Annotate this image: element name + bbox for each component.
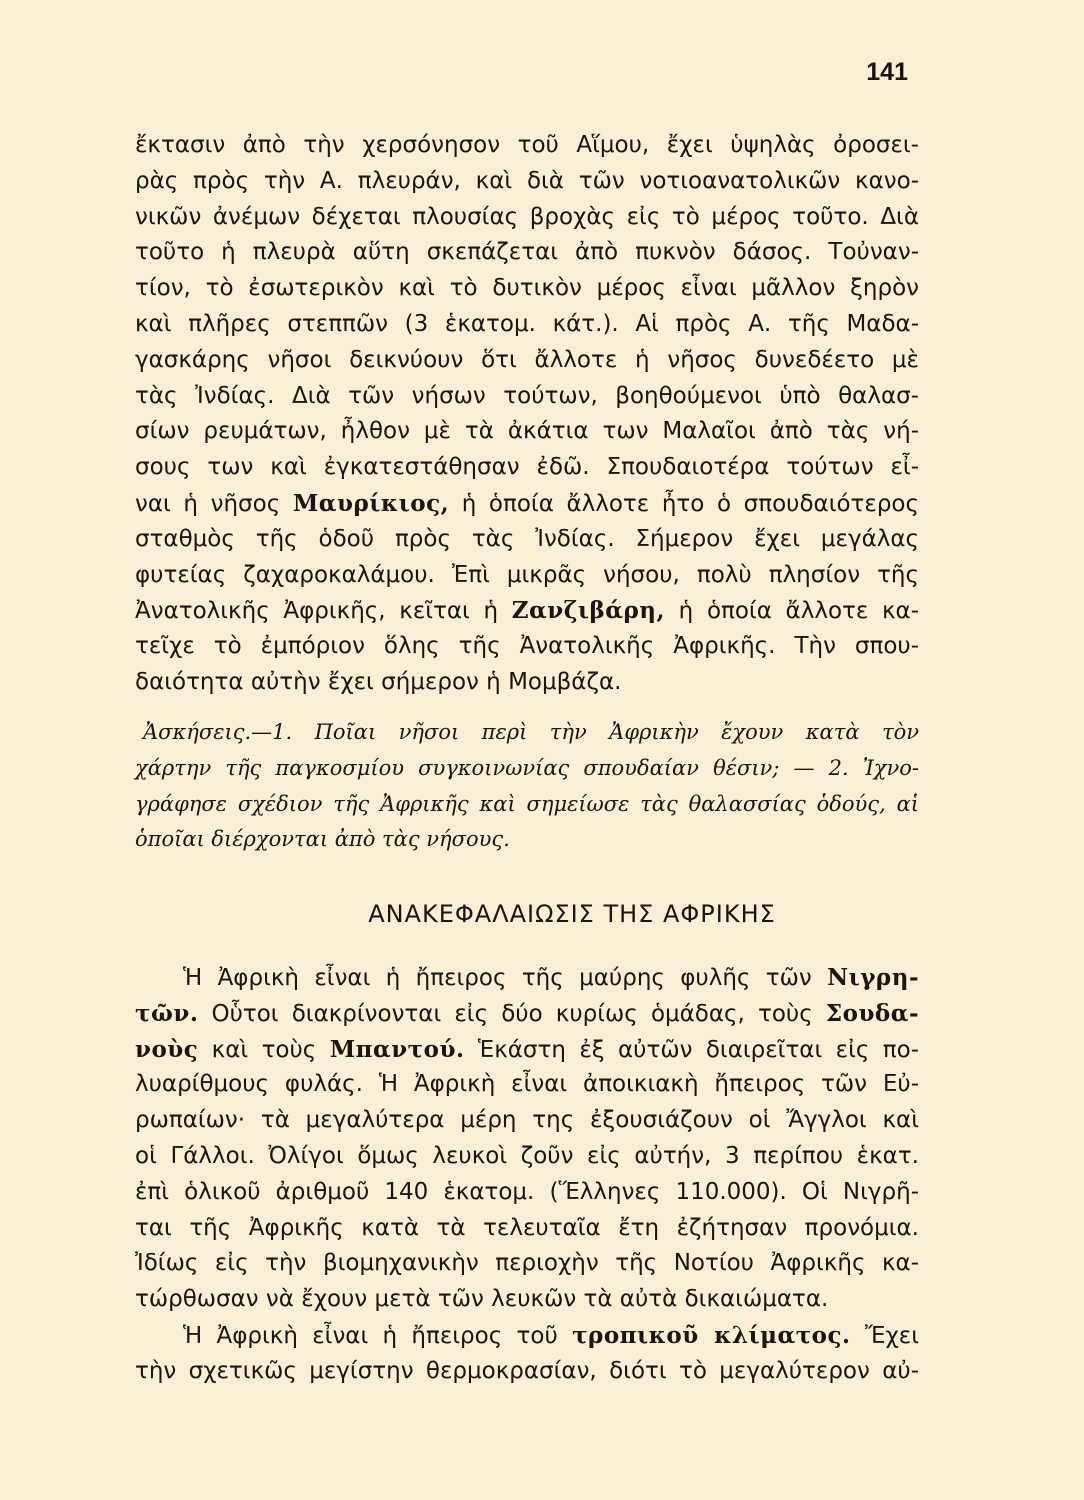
text-line: ρωπαίων· τὰ μεγαλύτερα μέρη της ἐξουσιάζουν οἱ Ἄγγλοι καὶ (135, 1107, 919, 1134)
text-line: τίον, τὸ ἐσωτερικὸν καὶ τὸ δυτικὸν μέρος εἶναι μᾶλλον ξηρὸν (135, 275, 919, 302)
exercises-block (135, 715, 919, 858)
text-line: τῶν. Οὗτοι διακρίνονται εἰς δύο κυρίως ὁμάδας, τοὺς Σουδα- (135, 999, 919, 1027)
bold-term-sudanese: Σουδα- (825, 999, 919, 1027)
exercise-line: γράφησε σχέδιον τῆς Ἀφρικῆς καὶ σημείωσε τὰς θαλασσίας ὁδούς, αἱ (135, 791, 919, 816)
text-line: γασκάρης νῆσοι δεικνύουν ὅτι ἄλλοτε ἡ νῆσος δυνεδέετο μὲ (135, 346, 919, 373)
exercise-line: χάρτην τῆς παγκοσμίου συγκοινωνίας σπουδαίαν θέσιν; — 2. Ἰχνο- (135, 755, 919, 780)
paragraph-summary (135, 960, 919, 1390)
text-line: νοὺς καὶ τοὺς Μπαντού. Ἑκάστη ἐξ αὐτῶν διαιρεῖται εἰς πο- (135, 1035, 919, 1063)
section-heading: ΑΝΑΚΕΦΑΛΑΙΩΣΙΣ ΤΗΣ ΑΦΡΙΚΗΣ (368, 900, 776, 928)
text-line: ἐπὶ ὁλικοῦ ἀριθμοῦ 140 ἑκατομ. (Ἕλληνες 110.000). Οἱ Νιγρῆ- (135, 1178, 919, 1205)
bold-term-tropical-climate: τροπικοῦ κλίματος. (572, 1321, 851, 1349)
text-line: τὴν σχετικῶς μεγίστην θερμοκρασίαν, διότι τὸ μεγαλύτερον αὐ- (135, 1357, 919, 1384)
text-line: οἱ Γάλλοι. Ὀλίγοι ὅμως λευκοὶ ζοῦν εἰς αὐτήν, 3 περίπου ἑκατ. (135, 1142, 919, 1169)
bold-term-negroes-end: τῶν. (135, 999, 199, 1027)
text-line: ται τῆς Ἀφρικῆς κατὰ τὰ τελευταῖα ἔτη ἐζήτησαν προνόμια. (135, 1214, 919, 1241)
text-line: τεῖχε τὸ ἐμπόριον ὅλης τῆς Ἀνατολικῆς Ἀφρικῆς. Τὴν σπου- (135, 633, 919, 660)
bold-term-mauritius: Μαυρίκιος, (292, 489, 450, 517)
page-number: 141 (866, 58, 908, 86)
text-line: σους των καὶ ἐγκατεστάθησαν ἐδῶ. Σπουδαιοτέρα τούτων εἶ- (135, 454, 919, 481)
text-line: σταθμὸς τῆς ὁδοῦ πρὸς τὰς Ἰνδίας. Σήμερον ἔχει μεγάλας (135, 525, 919, 552)
text-line: τὰς Ἰνδίας. Διὰ τῶν νήσων τούτων, βοηθούμενοι ὑπὸ θαλασ- (135, 382, 919, 409)
text-line: ἔκτασιν ἀπὸ τὴν χερσόνησον τοῦ Αἵμου, ἔχει ὑψηλὰς ὀροσει- (135, 132, 919, 158)
text-line: ναι ἡ νῆσος Μαυρίκιος, ἡ ὁποία ἄλλοτε ἦτο ὁ σπουδαιότερος (135, 489, 920, 517)
text-line: Ἡ Ἀφρικὴ εἶναι ἡ ἤπειρος τῆς μαύρης φυλῆς τῶν Νιγρη- (183, 964, 919, 991)
text-line: λυαρίθμους φυλάς. Ἡ Ἀφρικὴ εἶναι ἀποικιακὴ ἤπειρος τῶν Εὐ- (135, 1071, 919, 1098)
bold-term-sudanese-end: νοὺς (135, 1035, 199, 1063)
text-line: Ἡ Ἀφρικὴ εἶναι ἡ ἤπειρος τοῦ τροπικοῦ κλίματος. Ἔχει (183, 1321, 919, 1349)
text-line: τοῦτο ἡ πλευρὰ αὕτη σκεπάζεται ἀπὸ πυκνὸν δάσος. Τοὐναν- (135, 239, 919, 266)
text-line: Ἀνατολικῆς Ἀφρικῆς, κεῖται ἡ Ζανζιβάρη, ἡ ὁποία ἄλλοτε κα- (135, 597, 919, 625)
paragraph-islands (135, 128, 919, 701)
text-line: νικῶν ἀνέμων δέχεται πλουσίας βροχὰς εἰς τὸ μέρος τοῦτο. Διὰ (135, 203, 919, 230)
bold-term-negroes: Νιγρη- (827, 964, 919, 991)
bold-term-zanzibar: Ζανζιβάρη, (511, 597, 665, 625)
text-line: σίων ρευμάτων, ἦλθον μὲ τὰ ἀκάτια των Μαλαῖοι ἀπὸ τὰς νή- (135, 418, 919, 445)
text-line: ρὰς πρὸς τὴν Α. πλευράν, καὶ διὰ τῶν νοτιοανατολικῶν κανο- (135, 167, 919, 194)
text-line: Ἰδίως εἰς τὴν βιομηχανικὴν περιοχὴν τῆς Νοτίου Ἀφρικῆς κα- (135, 1250, 919, 1277)
text-line: φυτείας ζαχαροκαλάμου. Ἐπὶ μικρᾶς νήσου, πολὺ πλησίον τῆς (135, 561, 919, 588)
bold-term-bantu: Μπαντού. (329, 1035, 465, 1063)
text-line: τώρθωσαν νὰ ἔχουν μετὰ τῶν λευκῶν τὰ αὐτὰ δικαιώματα. (135, 1286, 829, 1313)
exercise-line: Ἀσκήσεις.—1. Ποῖαι νῆσοι περὶ τὴν Ἀφρικὴν ἔχουν κατὰ τὸν (143, 720, 919, 744)
text-line: δαιότητα αὐτὴν ἔχει σήμερον ἡ Μομβάζα. (135, 668, 622, 695)
exercise-line: ὁποῖαι διέρχονται ἀπὸ τὰς νήσους. (135, 827, 510, 852)
text-line: καὶ πλῆρες στεππῶν (3 ἑκατομ. κάτ.). Αἱ πρὸς Α. τῆς Μαδα- (135, 310, 919, 337)
